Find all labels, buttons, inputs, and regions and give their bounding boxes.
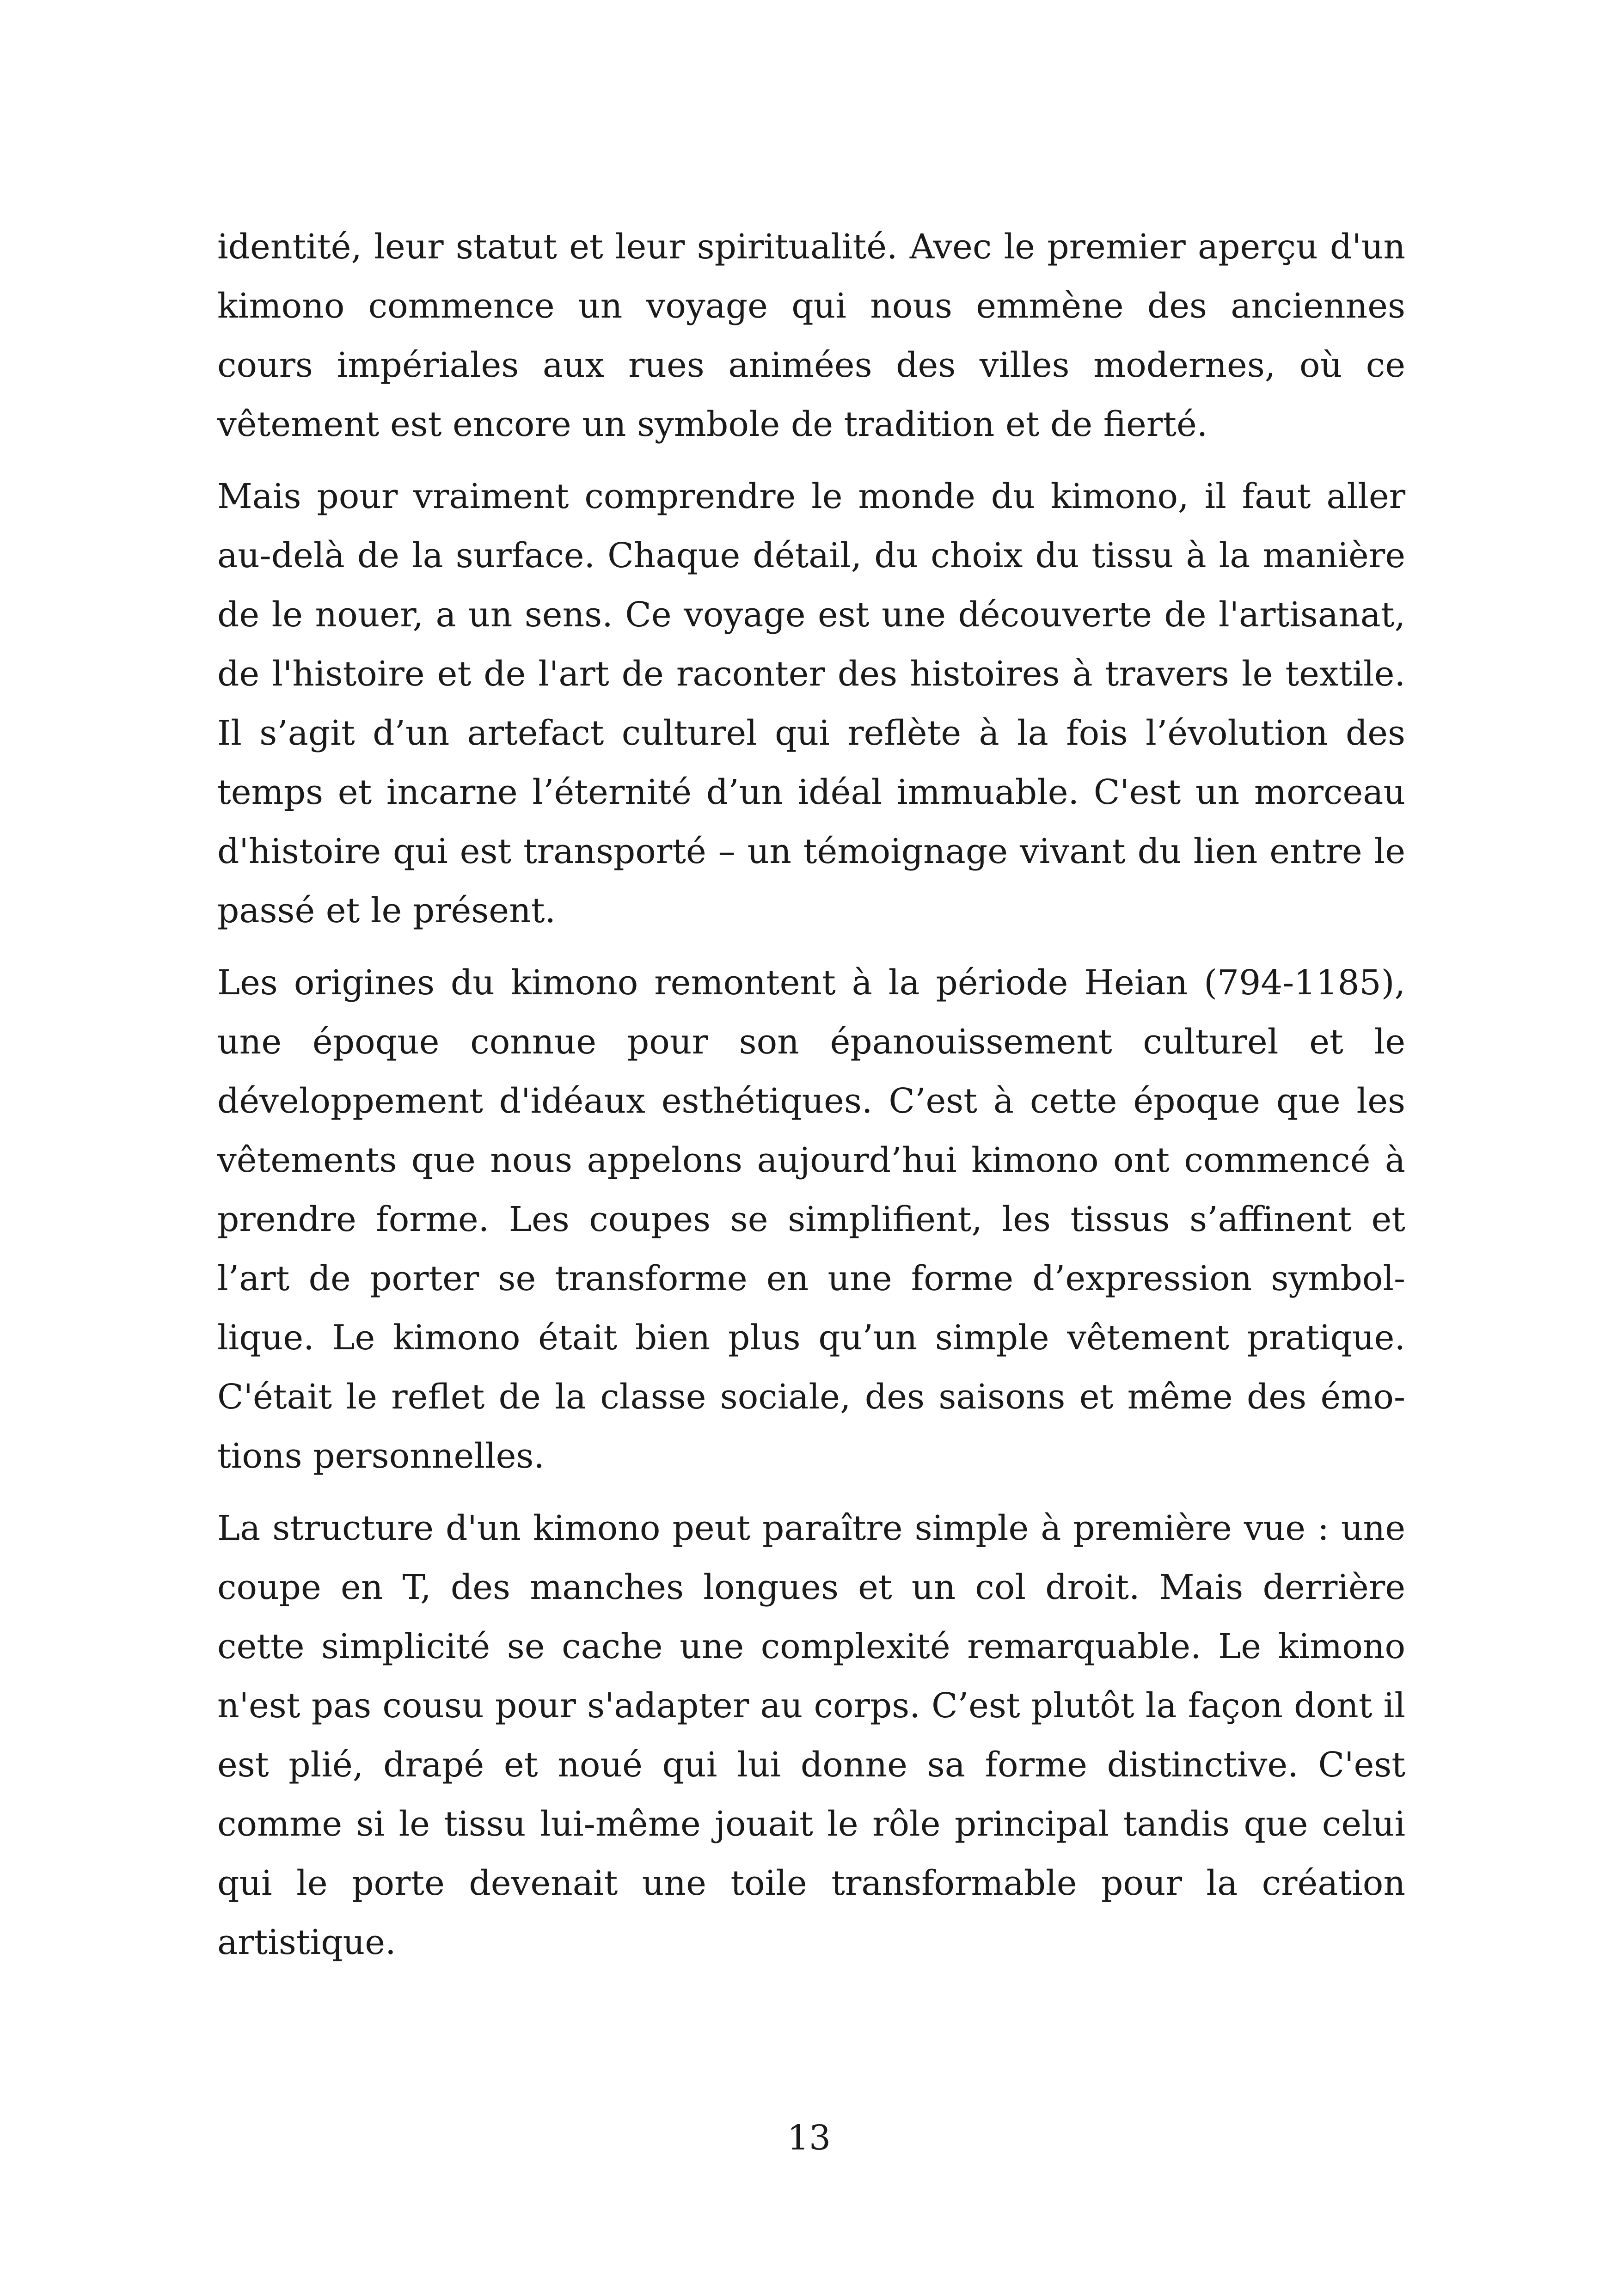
body-text bbox=[217, 217, 1405, 1985]
paragraph-4: La structure d'un kimono peut paraître simple à première vue : une coupe en T, des manches longues et un col droit. Mais derrière cette simplicité se cache une complexité remarquable. Le kimono n'est pas cousu pour s'adapter au corps. C’est plutôt la façon dont il est plié, drapé et noué qui lui donne sa forme distinctive. C'est comme si le tissu lui-même jouait le rôle principal tandis que celui qui le porte devenait une toile transformable pour la création artistique. bbox=[217, 1508, 1405, 1962]
paragraph-2: Mais pour vraiment comprendre le monde du kimono, il faut aller au-delà de la surface. Chaque détail, du choix du tissu à la manière de le nouer, a un sens. Ce voyage est une découverte de l'artisanat, de l'histoire et de l'art de raconter des histoires à travers le textile. Il s’agit d’un artefact culturel qui reflète à la fois l’évolution des temps et incarne l’éternité d’un idéal immuable. C'est un morceau d'histoire qui est transporté – un témoignage vivant du lien entre le passé et le présent. bbox=[217, 477, 1405, 931]
paragraph-1: identité, leur statut et leur spiritualité. Avec le premier aperçu d'un kimono commence un voyage qui nous emmène des anciennes cours impériales aux rues animées des villes modernes, où ce vêtement est encore un symbole de tradition et de fierté. bbox=[217, 227, 1405, 444]
paragraph-3: Les origines du kimono remontent à la période Heian (794-1185), une époque connue pour son épanouissement culturel et le développement d'idéaux esthétiques. C’est à cette époque que les vêtements que nous appelons aujourd’hui kimono ont commencé à prendre forme. Les coupes se simplifient, les tissus s’affinent et l’art de porter se transforme en une forme d’expression symbollique. Le kimono était bien plus qu’un simple vêtement pratique. C'était le reflet de la classe sociale, des saisons et même des émotions personnelles. bbox=[217, 963, 1405, 1476]
page-number: 13 bbox=[787, 2118, 831, 2158]
